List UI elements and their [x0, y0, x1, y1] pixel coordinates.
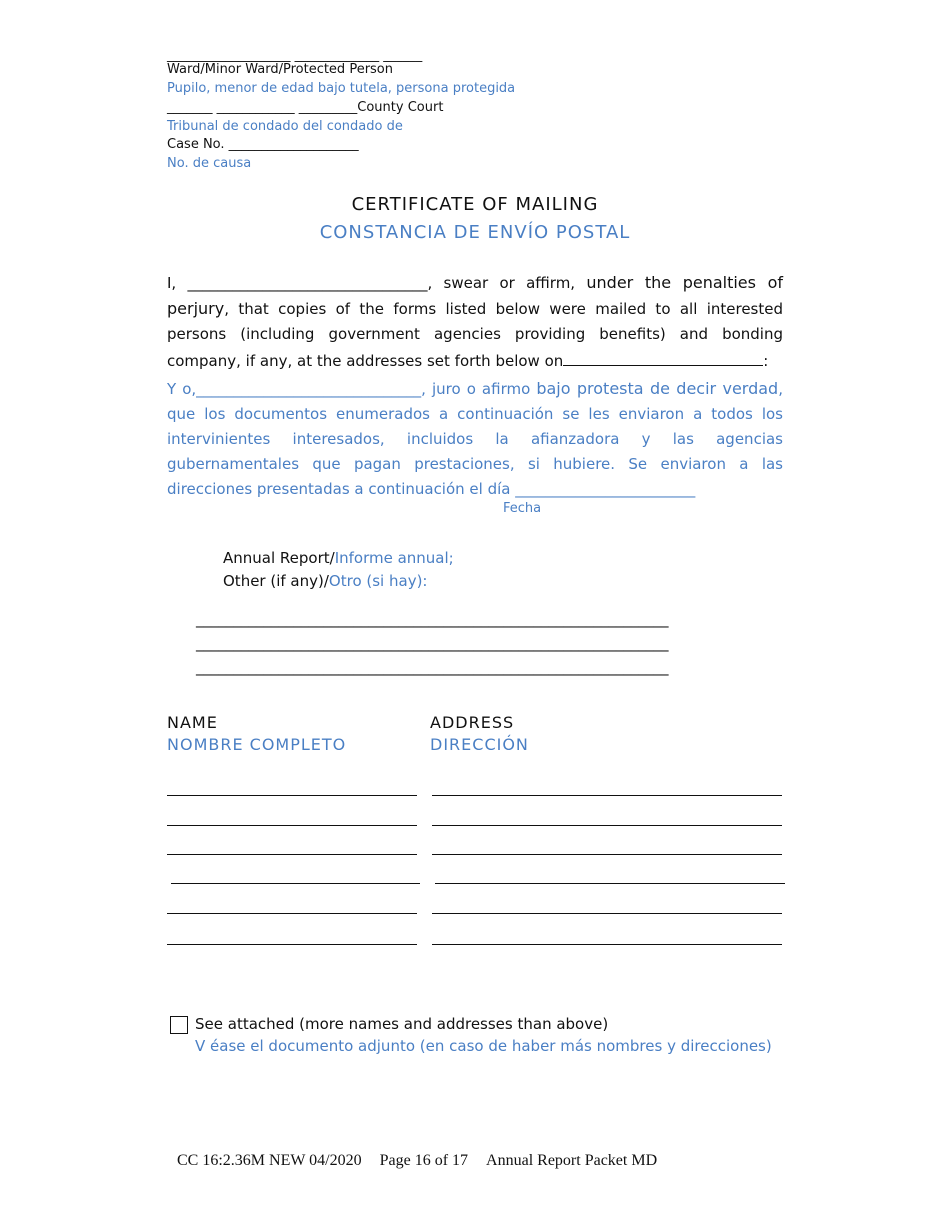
other-forms-line-1[interactable]: _______________________________________________________________ [196, 610, 669, 628]
case-number-field[interactable]: Case No. ____________________ [167, 137, 359, 152]
name-column-header: NAME [167, 713, 218, 732]
address-column-header-es: DIRECCIÓN [430, 735, 529, 754]
other-forms-item [223, 572, 427, 590]
address-line-2[interactable] [432, 825, 782, 826]
address-line-3[interactable] [432, 854, 782, 855]
other-forms-label-es: Otro (si hay): [328, 572, 428, 590]
case-number-label-es: No. de causa [167, 156, 252, 171]
name-line-6[interactable] [167, 944, 417, 945]
page-title-es: CONSTANCIA DE ENVÍO POSTAL [319, 222, 631, 243]
see-attached-label: See attached (more names and addresses than above) [195, 1015, 609, 1033]
see-attached-label-es: V éase el documento adjunto (en caso de haber más nombres y direcciones) [195, 1037, 772, 1055]
address-line-4[interactable] [435, 883, 785, 884]
statement-es-emphasis: bajo protesta de decir verdad [536, 379, 779, 398]
statement-en-part1: I, ________________________________, swear or affirm, [167, 274, 587, 292]
statement-en [167, 270, 783, 374]
ward-name-blank[interactable]: ___________________ _____________ ______ [167, 48, 423, 63]
statement-es-part2[interactable]: , que los documentos enumerados a continuación se les enviaron a todos los intervinientes interesados, incluidos la afianzadora y las agencias gubernamentales que pagan prestaciones, si hubiere. Se enviaron a las direcciones presentadas a continuación el día ________________________ [167, 380, 783, 498]
address-line-5[interactable] [432, 913, 782, 914]
annual-report-label: Annual Report/ [223, 549, 335, 567]
county-court-label: County Court [357, 100, 444, 115]
name-line-5[interactable] [167, 913, 417, 914]
annual-report-item [223, 549, 454, 567]
name-line-4[interactable] [171, 883, 420, 884]
other-forms-line-3[interactable]: _______________________________________________________________ [196, 658, 669, 676]
name-line-1[interactable] [167, 795, 417, 796]
name-line-2[interactable] [167, 825, 417, 826]
footer-form-code: CC 16:2.36M NEW 04/2020 [177, 1152, 362, 1169]
address-line-1[interactable] [432, 795, 782, 796]
county-name-blank[interactable]: _______ ____________ _________ [167, 100, 358, 115]
statement-en-part3: : [763, 352, 769, 370]
name-column-header-es: NOMBRE COMPLETO [167, 735, 347, 754]
statement-es [167, 376, 783, 502]
statement-es-part1: Y o,______________________________, juro o afirmo [167, 380, 537, 398]
address-line-6[interactable] [432, 944, 782, 945]
ward-label: Ward/Minor Ward/Protected Person [167, 62, 394, 77]
other-forms-line-2[interactable]: _______________________________________________________________ [196, 634, 669, 652]
see-attached-checkbox[interactable] [170, 1016, 188, 1034]
page-footer [177, 1152, 675, 1170]
mailing-date-field[interactable] [563, 347, 763, 366]
footer-page-number: Page 16 of 17 [379, 1152, 469, 1169]
footer-packet-name: Annual Report Packet MD [486, 1152, 658, 1169]
date-label-es: Fecha [503, 501, 542, 516]
county-label-es: Tribunal de condado del condado de [167, 119, 403, 134]
address-column-header: ADDRESS [430, 713, 515, 732]
statement-en-emphasis: under the penalties of perjury [167, 273, 784, 318]
other-forms-label: Other (if any)/ [223, 572, 329, 590]
ward-label-es: Pupilo, menor de edad bajo tutela, persona protegida [167, 81, 516, 96]
page-title: CERTIFICATE OF MAILING [351, 194, 599, 215]
annual-report-label-es: Informe annual; [334, 549, 454, 567]
name-line-3[interactable] [167, 854, 417, 855]
county-blank[interactable] [167, 100, 443, 115]
statement-en-part2: , that copies of the forms listed below were mailed to all interested persons (including government agencies providing benefits) and bonding company, if any, at the addresses set forth below on [167, 300, 783, 370]
